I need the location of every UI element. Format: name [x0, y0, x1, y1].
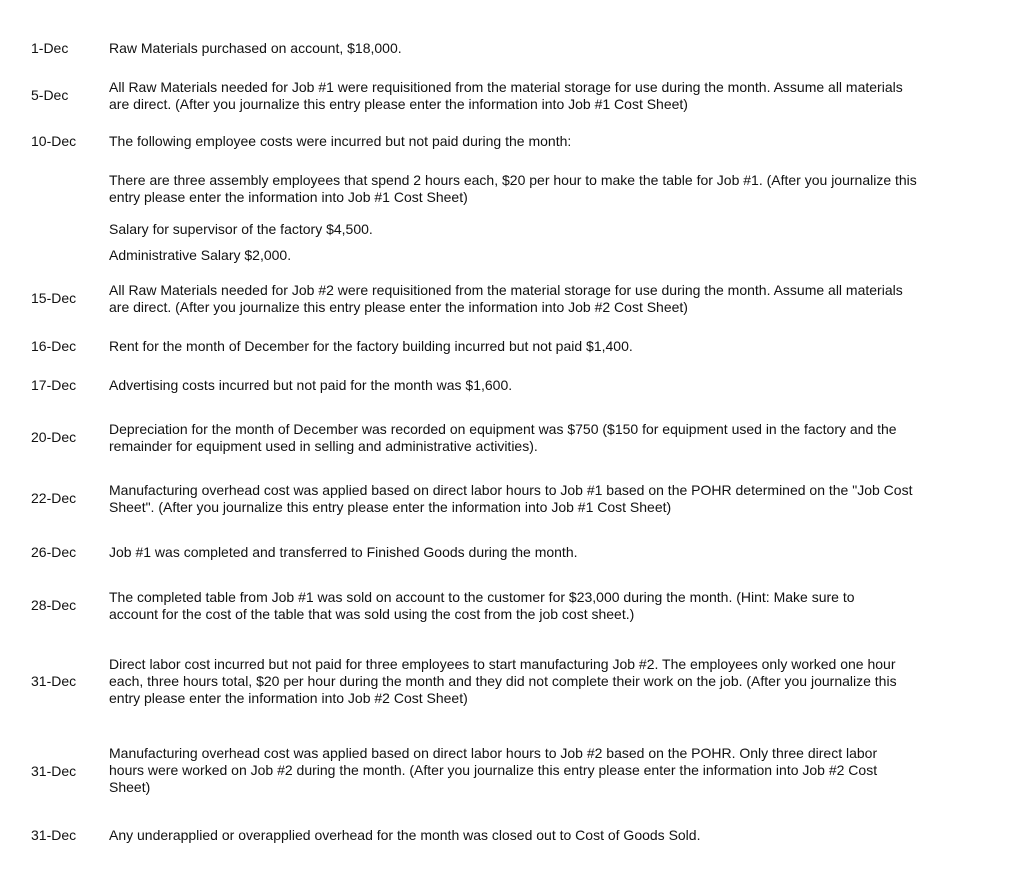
entry-text-line: are direct. (After you journalize this entry please enter the information into Job #2 Cost Sheet): [109, 299, 688, 315]
entry-text-line: entry please enter the information into Job #1 Cost Sheet): [109, 189, 468, 205]
entry-date: 16-Dec: [31, 338, 77, 354]
entry-text-line: The following employee costs were incurred but not paid during the month:: [109, 133, 572, 149]
entry-text-line: Manufacturing overhead cost was applied based on direct labor hours to Job #2 based on the POHR. Only three direct labor: [109, 745, 878, 761]
entry-description: [109, 827, 999, 844]
entry-description: [109, 656, 999, 707]
entry-date: 15-Dec: [31, 290, 77, 306]
entry-date: 31-Dec: [31, 763, 77, 779]
entry-text-line: account for the cost of the table that was sold using the cost from the job cost sheet.): [109, 606, 635, 622]
entry-text-line: Depreciation for the month of December was recorded on equipment was $750 ($150 for equipment used in the factory and the: [109, 421, 897, 437]
entry-date: 17-Dec: [31, 377, 77, 393]
entry-text-line: Sheet): [109, 779, 151, 795]
entry-description: [109, 482, 999, 516]
entry-date: 26-Dec: [31, 544, 77, 560]
entry-date: 31-Dec: [31, 827, 77, 843]
entry-text-line: Advertising costs incurred but not paid for the month was $1,600.: [109, 377, 513, 393]
entry-description: [109, 282, 999, 316]
entry-text-line: are direct. (After you journalize this entry please enter the information into Job #1 Cost Sheet): [109, 96, 688, 112]
entry-text-line: entry please enter the information into Job #2 Cost Sheet): [109, 690, 468, 706]
entry-text-line: Rent for the month of December for the factory building incurred but not paid $1,400.: [109, 338, 633, 354]
entry-description: [109, 745, 999, 796]
entry-text-line: There are three assembly employees that spend 2 hours each, $20 per hour to make the table for Job #1. (After you journalize this: [109, 172, 917, 188]
entry-text-line: Raw Materials purchased on account, $18,000.: [109, 40, 402, 56]
entry-date: 10-Dec: [31, 133, 77, 149]
entry-description: [109, 133, 999, 150]
entry-text-line: remainder for equipment used in selling and administrative activities).: [109, 438, 538, 454]
entry-text-line: Job #1 was completed and transferred to Finished Goods during the month.: [109, 544, 578, 560]
entry-description: [109, 172, 999, 206]
entry-date: 1-Dec: [31, 40, 69, 56]
entry-description: [109, 544, 999, 561]
entry-text-line: Administrative Salary $2,000.: [109, 247, 292, 263]
entry-date: 28-Dec: [31, 597, 77, 613]
entry-text-line: Sheet". (After you journalize this entry please enter the information into Job #1 Cost Sheet): [109, 499, 672, 515]
entry-text-line: Salary for supervisor of the factory $4,500.: [109, 221, 373, 237]
entry-text-line: Any underapplied or overapplied overhead for the month was closed out to Cost of Goods Sold.: [109, 827, 701, 843]
entry-text-line: The completed table from Job #1 was sold on account to the customer for $23,000 during the month. (Hint: Make sure to: [109, 589, 855, 605]
entry-date: 20-Dec: [31, 429, 77, 445]
entry-description: [109, 338, 999, 355]
entry-description: [109, 40, 999, 57]
entry-description: [109, 221, 999, 238]
entry-text-line: All Raw Materials needed for Job #2 were requisitioned from the material storage for use during the month. Assume all materials: [109, 282, 903, 298]
entry-date: 31-Dec: [31, 673, 77, 689]
entry-text-line: Direct labor cost incurred but not paid for three employees to start manufacturing Job #2. The employees only worked one hour: [109, 656, 896, 672]
entry-description: [109, 377, 999, 394]
entry-text-line: All Raw Materials needed for Job #1 were requisitioned from the material storage for use during the month. Assume all materials: [109, 79, 903, 95]
entry-date: 5-Dec: [31, 87, 69, 103]
entry-text-line: hours were worked on Job #2 during the month. (After you journalize this entry please enter the information into Job #2 Cost: [109, 762, 878, 778]
entry-description: [109, 589, 999, 623]
entry-description: [109, 421, 999, 455]
entry-date: 22-Dec: [31, 490, 77, 506]
entry-description: [109, 247, 999, 264]
entry-text-line: each, three hours total, $20 per hour during the month and they did not complete their work on the job. (After you journalize this: [109, 673, 897, 689]
entry-text-line: Manufacturing overhead cost was applied based on direct labor hours to Job #1 based on the POHR determined on the "Job Cost: [109, 482, 913, 498]
entry-description: [109, 79, 999, 113]
